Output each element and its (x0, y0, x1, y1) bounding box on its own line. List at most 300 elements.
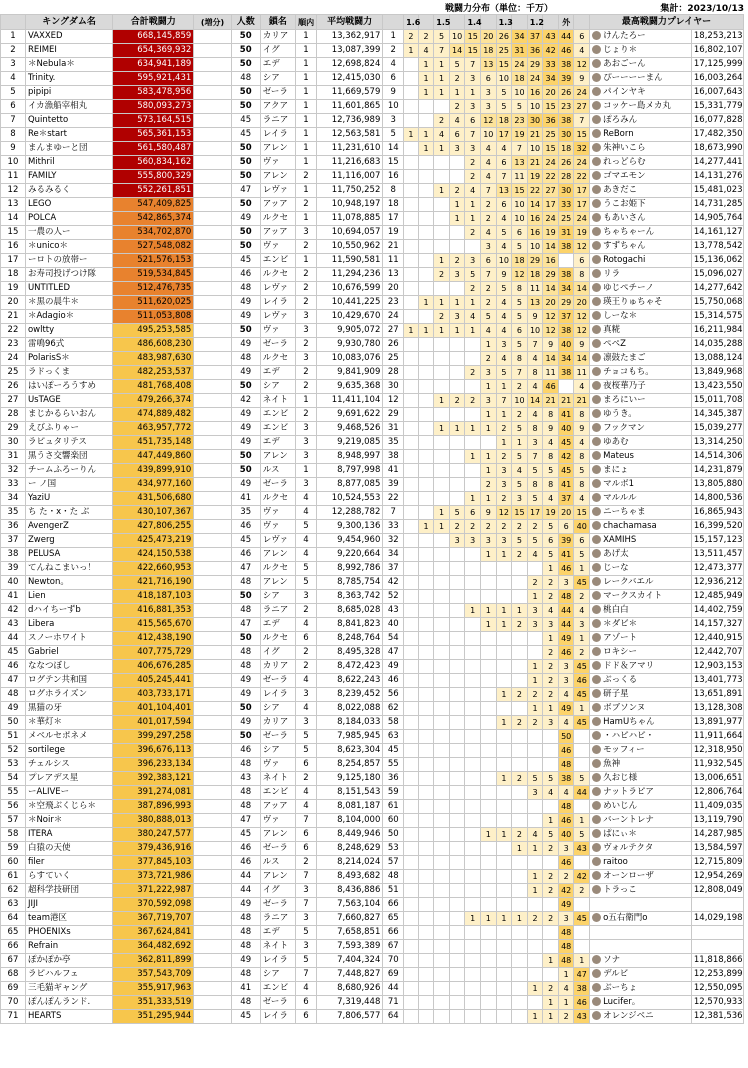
total-power: 512,476,735 (113, 282, 194, 296)
dist-cell (449, 954, 465, 968)
member-count: 49 (231, 436, 260, 450)
dist-cell: 4 (496, 142, 512, 156)
dist-cell: 43 (543, 30, 559, 44)
table-row (1, 394, 744, 408)
dist-cell (404, 926, 419, 940)
table-row (1, 30, 744, 44)
kingdom-name: ＊黒の晨牛＊ (25, 296, 112, 310)
dist-cell (449, 646, 465, 660)
table-row (1, 422, 744, 436)
rank-cell: 38 (1, 548, 26, 562)
dist-cell (481, 968, 497, 982)
dist-cell: 1 (527, 702, 543, 716)
dist-header-5 (481, 15, 497, 30)
dist-cell (465, 856, 481, 870)
member-count: 49 (231, 674, 260, 688)
dist-cell: 2 (434, 310, 450, 324)
dist-cell: 24 (527, 72, 543, 86)
dist-cell: 4 (558, 982, 574, 996)
kingdom-name: はいぽーろうすめ (25, 380, 112, 394)
dist-cell: 2 (481, 198, 497, 212)
dist-cell: 2 (465, 156, 481, 170)
member-count: 48 (231, 968, 260, 982)
rank-cell: 30 (1, 436, 26, 450)
delta-cell (194, 646, 231, 660)
dist-cell: 46 (543, 380, 559, 394)
delta-cell (194, 212, 231, 226)
dist-cell (434, 1010, 450, 1024)
total-power: 486,608,230 (113, 338, 194, 352)
top-player (590, 772, 692, 786)
top-player (590, 646, 692, 660)
dist-cell (434, 100, 450, 114)
kingdom-name: team港区 (25, 912, 112, 926)
avg-rank: 70 (383, 954, 404, 968)
total-power: 371,222,987 (113, 884, 194, 898)
dist-cell (434, 226, 450, 240)
dist-cell: 14 (543, 282, 559, 296)
tribe-name: アレン (260, 870, 295, 884)
top-player (590, 212, 692, 226)
tribe-rank: 7 (296, 870, 317, 884)
avg-rank: 54 (383, 632, 404, 646)
rank-cell: 16 (1, 240, 26, 254)
dist-cell (404, 632, 419, 646)
dist-cell: 1 (404, 324, 419, 338)
dist-cell: 1 (434, 184, 450, 198)
avatar-icon (592, 339, 601, 348)
dist-cell (527, 996, 543, 1010)
dist-cell: 15 (465, 44, 481, 58)
player-name: ゴマエモン (603, 171, 646, 181)
dist-cell (418, 660, 434, 674)
dist-cell: 29 (527, 254, 543, 268)
name-header: キングダム名 (25, 15, 112, 30)
top-player (590, 870, 692, 884)
dist-cell (465, 632, 481, 646)
member-count: 48 (231, 926, 260, 940)
dist-cell (418, 926, 434, 940)
tribe-name: ヴァ (260, 156, 295, 170)
kingdom-name: PolarisS＊ (25, 352, 112, 366)
dist-cell: 3 (449, 142, 465, 156)
member-count: 48 (231, 352, 260, 366)
avg-rank-header (383, 15, 404, 30)
tribe-name: ゼーラ (260, 842, 295, 856)
avg-power: 10,083,076 (316, 352, 383, 366)
player-power: 14,277,642 (691, 282, 743, 296)
dist-cell: 40 (558, 828, 574, 842)
dist-cell: 4 (465, 310, 481, 324)
dist-cell: 4 (527, 548, 543, 562)
dist-cell: 37 (558, 310, 574, 324)
dist-cell (418, 156, 434, 170)
kingdom-name: イカ漁船宰相丸 (25, 100, 112, 114)
total-power: 396,676,113 (113, 744, 194, 758)
dist-cell: 24 (543, 212, 559, 226)
table-row (1, 814, 744, 828)
dist-cell: 3 (481, 534, 497, 548)
member-count: 45 (231, 1010, 260, 1024)
dist-cell (404, 982, 419, 996)
tribe-name: ネイト (260, 940, 295, 954)
top-player (590, 842, 692, 856)
dist-cell (434, 926, 450, 940)
dist-cell (527, 940, 543, 954)
tribe-rank: 3 (296, 478, 317, 492)
dist-cell: 46 (558, 646, 574, 660)
dist-cell (496, 940, 512, 954)
player-power: 18,673,990 (691, 142, 743, 156)
tribe-name: レイラ (260, 296, 295, 310)
tribe-name: カリア (260, 660, 295, 674)
avatar-icon (592, 185, 601, 194)
dist-cell (481, 884, 497, 898)
dist-cell (418, 492, 434, 506)
dist-cell (404, 520, 419, 534)
dist-cell: 4 (574, 492, 590, 506)
dist-cell: 4 (449, 114, 465, 128)
avatar-icon (592, 675, 601, 684)
kingdom-name: 三毛猫ギャング (25, 982, 112, 996)
avatar-icon (592, 731, 601, 740)
tribe-name: シア (260, 590, 295, 604)
dist-cell (434, 716, 450, 730)
table-row (1, 268, 744, 282)
dist-cell (449, 562, 465, 576)
dist-cell (404, 716, 419, 730)
avg-power: 8,248,764 (316, 632, 383, 646)
rank-cell: 71 (1, 1010, 26, 1024)
dist-cell (404, 548, 419, 562)
rank-cell: 56 (1, 800, 26, 814)
avg-power: 7,806,577 (316, 1010, 383, 1024)
kingdom-name: sortilege (25, 744, 112, 758)
dist-cell: 4 (527, 380, 543, 394)
top-player (590, 44, 692, 58)
total-power: 351,295,944 (113, 1010, 194, 1024)
dist-cell (527, 758, 543, 772)
tribe-name: ゼーラ (260, 338, 295, 352)
header-row (1, 15, 744, 30)
dist-cell (512, 576, 528, 590)
dist-cell (404, 296, 419, 310)
kingdom-name: Trinity. (25, 72, 112, 86)
delta-cell (194, 688, 231, 702)
dist-cell: 8 (512, 352, 528, 366)
dist-cell (434, 618, 450, 632)
dist-cell: 7 (574, 114, 590, 128)
total-power: 668,145,859 (113, 30, 194, 44)
top-player (590, 856, 692, 870)
delta-cell (194, 590, 231, 604)
table-row (1, 450, 744, 464)
dist-cell: 45 (574, 688, 590, 702)
total-power: 357,543,709 (113, 968, 194, 982)
player-power: 13,584,597 (691, 842, 743, 856)
dist-cell: 24 (574, 212, 590, 226)
dist-cell (496, 800, 512, 814)
dist-cell (465, 744, 481, 758)
avatar-icon (592, 913, 601, 922)
table-row (1, 198, 744, 212)
top-player (590, 702, 692, 716)
dist-cell (512, 646, 528, 660)
dist-cell: 3 (543, 618, 559, 632)
kingdom-name: ーロトの放帯ー (25, 254, 112, 268)
dist-cell (449, 828, 465, 842)
tribe-name: レヴァ (260, 534, 295, 548)
dist-cell: 16 (543, 254, 559, 268)
total-power: 373,721,986 (113, 870, 194, 884)
rank-cell: 28 (1, 408, 26, 422)
member-count: 50 (231, 240, 260, 254)
delta-cell (194, 954, 231, 968)
player-power: 13,778,542 (691, 240, 743, 254)
rank-cell: 44 (1, 632, 26, 646)
top-player (590, 254, 692, 268)
top-player (590, 338, 692, 352)
tribe-name: レヴァ (260, 282, 295, 296)
avg-power: 11,216,683 (316, 156, 383, 170)
dist-header-11 (574, 15, 590, 30)
dist-cell: 1 (465, 296, 481, 310)
top-player (590, 912, 692, 926)
dist-cell (512, 856, 528, 870)
tribe-rank: 3 (296, 436, 317, 450)
dist-cell (418, 744, 434, 758)
dist-cell: 14 (543, 240, 559, 254)
player-name: すずちゃん (603, 241, 646, 251)
member-count: 50 (231, 464, 260, 478)
player-name: ちゃちゃーん (603, 227, 655, 237)
avg-power: 9,635,368 (316, 380, 383, 394)
dist-cell: 3 (481, 394, 497, 408)
kingdom-name: てんねこまいっ！ (25, 562, 112, 576)
date-label: 集計：2023/10/13 (660, 4, 744, 14)
tribe-rank: 3 (296, 884, 317, 898)
delta-cell (194, 548, 231, 562)
dist-cell (418, 856, 434, 870)
dist-cell: 5 (574, 548, 590, 562)
dist-cell (434, 450, 450, 464)
rank-cell: 52 (1, 744, 26, 758)
avatar-icon (592, 227, 601, 236)
dist-cell: 23 (512, 114, 528, 128)
dist-cell: 17 (574, 184, 590, 198)
player-power: 15,750,068 (691, 296, 743, 310)
delta-cell (194, 604, 231, 618)
dist-cell (418, 702, 434, 716)
kingdom-name: メベルセポネメ (25, 730, 112, 744)
top-player (590, 632, 692, 646)
dist-cell: 10 (527, 240, 543, 254)
kingdom-name: 黒うさ交響楽団 (25, 450, 112, 464)
tribe-name: カリア (260, 716, 295, 730)
dist-cell: 1 (434, 58, 450, 72)
tribe-name: アレン (260, 548, 295, 562)
dist-cell (404, 898, 419, 912)
dist-cell (434, 814, 450, 828)
dist-cell: 2 (465, 282, 481, 296)
dist-cell (418, 786, 434, 800)
avatar-icon (592, 325, 601, 334)
tribe-rank: 4 (296, 786, 317, 800)
table-row (1, 562, 744, 576)
dist-cell: 12 (574, 310, 590, 324)
avg-rank: 19 (383, 226, 404, 240)
dist-cell (465, 702, 481, 716)
avatar-icon (592, 157, 601, 166)
dist-cell (418, 968, 434, 982)
tribe-name: レイラ (260, 688, 295, 702)
tribe-name: レヴァ (260, 184, 295, 198)
table-row (1, 674, 744, 688)
avg-rank: 4 (383, 58, 404, 72)
total-power: 355,917,963 (113, 982, 194, 996)
rank-cell: 29 (1, 422, 26, 436)
total-power: 425,473,219 (113, 534, 194, 548)
avg-power: 8,797,998 (316, 464, 383, 478)
dist-cell: 2 (465, 520, 481, 534)
table-row (1, 352, 744, 366)
dist-cell: 4 (558, 786, 574, 800)
table-row (1, 1010, 744, 1024)
avg-power: 9,930,780 (316, 338, 383, 352)
rank-cell: 42 (1, 604, 26, 618)
dist-cell: 49 (558, 898, 574, 912)
dist-cell (404, 800, 419, 814)
member-count: 48 (231, 72, 260, 86)
top-player (590, 520, 692, 534)
top-header (0, 0, 748, 14)
dist-cell: 3 (543, 716, 559, 730)
dist-cell: 49 (558, 632, 574, 646)
player-name: ナットラピア (603, 787, 654, 797)
member-count: 49 (231, 898, 260, 912)
dist-cell: 6 (543, 534, 559, 548)
dist-cell: 5 (449, 506, 465, 520)
total-power: 380,247,577 (113, 828, 194, 842)
dist-cell (449, 576, 465, 590)
table-row (1, 828, 744, 842)
total-power: 424,150,538 (113, 548, 194, 562)
dist-cell: 36 (527, 44, 543, 58)
dist-cell (465, 688, 481, 702)
member-count: 50 (231, 100, 260, 114)
dist-cell (418, 730, 434, 744)
kingdom-name: PHOENIXs (25, 926, 112, 940)
dist-cell: 2 (558, 1010, 574, 1024)
dist-cell: 38 (558, 324, 574, 338)
dist-cell: 1 (418, 296, 434, 310)
kingdom-name: Refrain (25, 940, 112, 954)
dist-cell (418, 604, 434, 618)
delta-cell (194, 506, 231, 520)
tribe-rank: 1 (296, 156, 317, 170)
player-power: 13,651,891 (691, 688, 743, 702)
kingdom-name: 一農の人ー (25, 226, 112, 240)
dist-cell: 4 (543, 436, 559, 450)
member-count: 45 (231, 254, 260, 268)
dist-cell: 17 (574, 198, 590, 212)
dist-cell: 45 (558, 464, 574, 478)
dist-cell: 48 (558, 800, 574, 814)
dist-cell: 39 (558, 534, 574, 548)
member-count: 49 (231, 688, 260, 702)
dist-cell: 6 (481, 254, 497, 268)
avg-rank: 59 (383, 786, 404, 800)
dist-cell: 1 (496, 618, 512, 632)
dist-cell: 5 (496, 366, 512, 380)
delta-cell (194, 338, 231, 352)
dist-cell: 5 (496, 100, 512, 114)
player-name: HamUちゃん (603, 717, 655, 727)
dist-cell: 18 (512, 254, 528, 268)
dist-cell: 23 (558, 100, 574, 114)
dist-cell (481, 982, 497, 996)
rank-cell: 19 (1, 282, 26, 296)
dist-cell: 1 (404, 128, 419, 142)
player-name: オーンローザ (603, 871, 654, 881)
avg-power: 7,593,389 (316, 940, 383, 954)
top-player (590, 450, 692, 464)
avatar-icon (592, 311, 601, 320)
dist-cell: 1 (481, 422, 497, 436)
table-row (1, 576, 744, 590)
dist-cell: 14 (574, 352, 590, 366)
total-power: 595,921,431 (113, 72, 194, 86)
dist-cell: 2 (574, 884, 590, 898)
total-power: 463,957,772 (113, 422, 194, 436)
tribe-rank: 4 (296, 534, 317, 548)
tribe-rank: 1 (296, 128, 317, 142)
avg-power: 13,362,917 (316, 30, 383, 44)
avg-power: 7,658,851 (316, 926, 383, 940)
dist-cell: 14 (449, 44, 465, 58)
total-power: 430,107,367 (113, 506, 194, 520)
dist-header-10: 外 (558, 15, 574, 30)
dist-cell (496, 814, 512, 828)
dist-cell: 7 (465, 128, 481, 142)
tribe-name: アクア (260, 100, 295, 114)
dist-cell (527, 646, 543, 660)
dist-cell (404, 506, 419, 520)
dist-cell (449, 674, 465, 688)
total-power: 379,436,916 (113, 842, 194, 856)
dist-cell (449, 660, 465, 674)
dist-cell (434, 170, 450, 184)
top-player (590, 982, 692, 996)
tribe-name: ラニア (260, 604, 295, 618)
dist-cell (481, 814, 497, 828)
avg-rank: 11 (383, 254, 404, 268)
table-row (1, 58, 744, 72)
avg-rank: 53 (383, 842, 404, 856)
tribe-name: シア (260, 968, 295, 982)
tribe-rank: 3 (296, 590, 317, 604)
rank-cell: 41 (1, 590, 26, 604)
dist-cell: 5 (496, 226, 512, 240)
avg-power: 9,219,085 (316, 436, 383, 450)
dist-cell: 2 (512, 828, 528, 842)
delta-cell (194, 156, 231, 170)
table-row (1, 170, 744, 184)
dist-cell: 4 (527, 828, 543, 842)
dist-cell: 21 (543, 394, 559, 408)
player-name: ゆあむ (603, 437, 629, 447)
dist-cell: 1 (434, 254, 450, 268)
